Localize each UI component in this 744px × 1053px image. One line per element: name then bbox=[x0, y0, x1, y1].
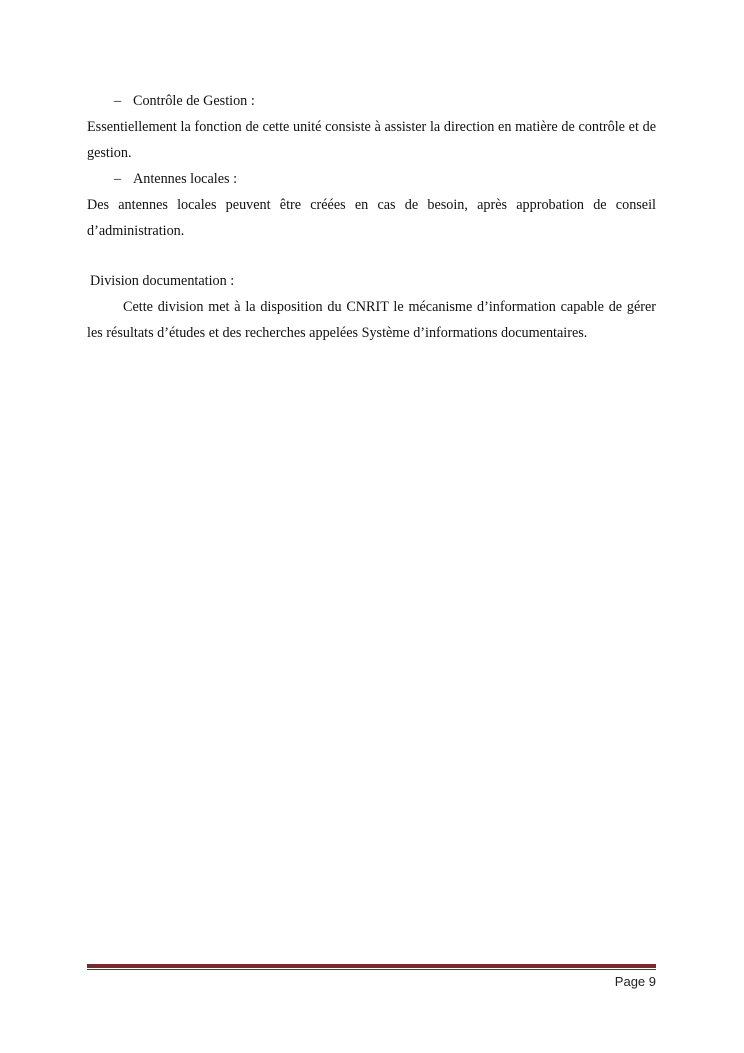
paragraph-spacer bbox=[87, 244, 656, 268]
footer-rule-thin bbox=[87, 969, 656, 970]
list-item-label: Antennes locales : bbox=[133, 171, 238, 187]
dash-bullet: – bbox=[114, 93, 122, 109]
section-title-division-documentation: Division documentation : bbox=[90, 273, 235, 289]
page-number: Page 9 bbox=[614, 974, 656, 989]
page-content bbox=[87, 88, 656, 346]
footer-rule bbox=[87, 964, 656, 970]
dash-bullet: – bbox=[114, 171, 122, 187]
paragraph-controle-gestion: Essentiellement la fonction de cette unité consiste à assister la direction en matière de contrôle et de gestion. bbox=[87, 119, 656, 161]
list-item-antennes-locales bbox=[87, 166, 656, 192]
footer-rule-thick bbox=[87, 964, 656, 968]
list-item-controle-gestion bbox=[87, 88, 656, 114]
paragraph-division-documentation: Cette division met à la disposition du CNRIT le mécanisme d’information capable de gérer les résultats d’études et des recherches appelées Système d’informations documentaires. bbox=[87, 299, 656, 341]
list-item-label: Contrôle de Gestion : bbox=[133, 93, 255, 109]
paragraph-antennes-locales: Des antennes locales peuvent être créées en cas de besoin, après approbation de conseil d’administration. bbox=[87, 197, 656, 239]
